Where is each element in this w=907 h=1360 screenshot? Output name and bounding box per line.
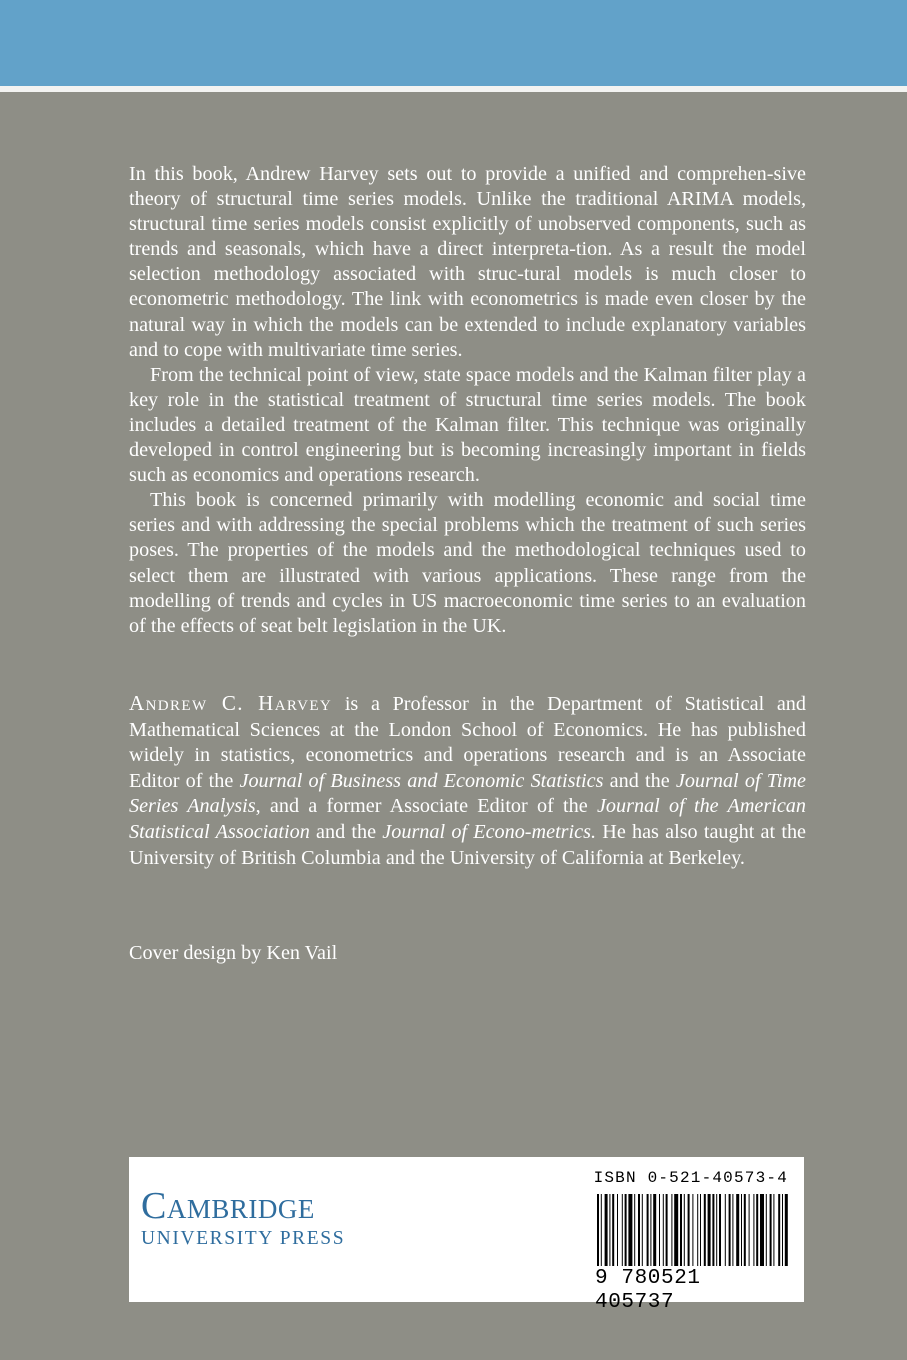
bio-text-3: , and a former Associate Editor of the xyxy=(255,795,597,818)
isbn-label: ISBN 0-521-40573-4 xyxy=(593,1169,788,1187)
logo-line-2: UNIVERSITY PRESS xyxy=(141,1228,346,1249)
journal-title-2: Journal of Time Series Analysis xyxy=(129,769,806,818)
journal-title-1: Journal of Business and Economic Statistics xyxy=(239,769,604,792)
description-paragraph-1: In this book, Andrew Harvey sets out to provide a unified and comprehen-sive theory of structural time series models. Unlike the traditional ARIMA models, structural time series models consist explicitly of unobserved components, such as trends and seasonals, which have a direct interpreta-tion. As a result the model selection methodology associated with struc-tural models is much closer to econometric methodology. The link with econometrics is made even closer by the natural way in which the models can be extended to include explanatory variables and to cope with multivariate time series. xyxy=(129,163,806,361)
book-description xyxy=(129,162,806,639)
logo-line-1: Cambridge xyxy=(141,1185,315,1227)
description-paragraph-3: This book is concerned primarily with modelling economic and social time series and with addressing the special problems which the treatment of such series poses. The properties of the models and the methodological techniques used to select them are illustrated with various applications. These range from the modelling of trends and cycles in US macroeconomic time series to an evaluation of the effects of seat belt legislation in the UK. xyxy=(129,489,806,637)
bio-paragraph xyxy=(129,691,806,871)
journal-title-3: Journal of the American Statistical Association xyxy=(129,795,806,843)
cambridge-logo xyxy=(141,1187,345,1251)
author-name: Andrew C. Harvey xyxy=(129,691,333,715)
description-paragraph-2: From the technical point of view, state space models and the Kalman filter play a key role in the statistical treatment of structural time series models. The book includes a detailed treatment of the Kalman filter. This technique was originally developed in control engineering but is becoming increasingly important in fields such as economics and operations research. xyxy=(129,363,806,487)
cover-design-credit: Cover design by Ken Vail xyxy=(129,942,338,964)
bio-text-5: He has also taught at the University of British Columbia and the University of California at Berkeley. xyxy=(129,820,806,869)
publisher-barcode-panel xyxy=(129,1157,804,1314)
top-white-rule xyxy=(0,86,907,92)
barcode-digits: 9 780521 405737 xyxy=(595,1267,701,1314)
bio-text-2: and the xyxy=(603,769,676,792)
author-biography xyxy=(129,691,806,871)
journal-title-4: Journal of Econo-metrics. xyxy=(382,820,597,843)
bio-text-4: and the xyxy=(309,820,383,843)
barcode-icon xyxy=(595,1194,791,1266)
top-color-band xyxy=(0,0,907,86)
bio-text-1: is a Professor in the Department of Statistical and Mathematical Sciences at the London School of Economics. He has published widely in statistics, econometrics and operations research and is an Associate Editor of the xyxy=(129,693,806,792)
